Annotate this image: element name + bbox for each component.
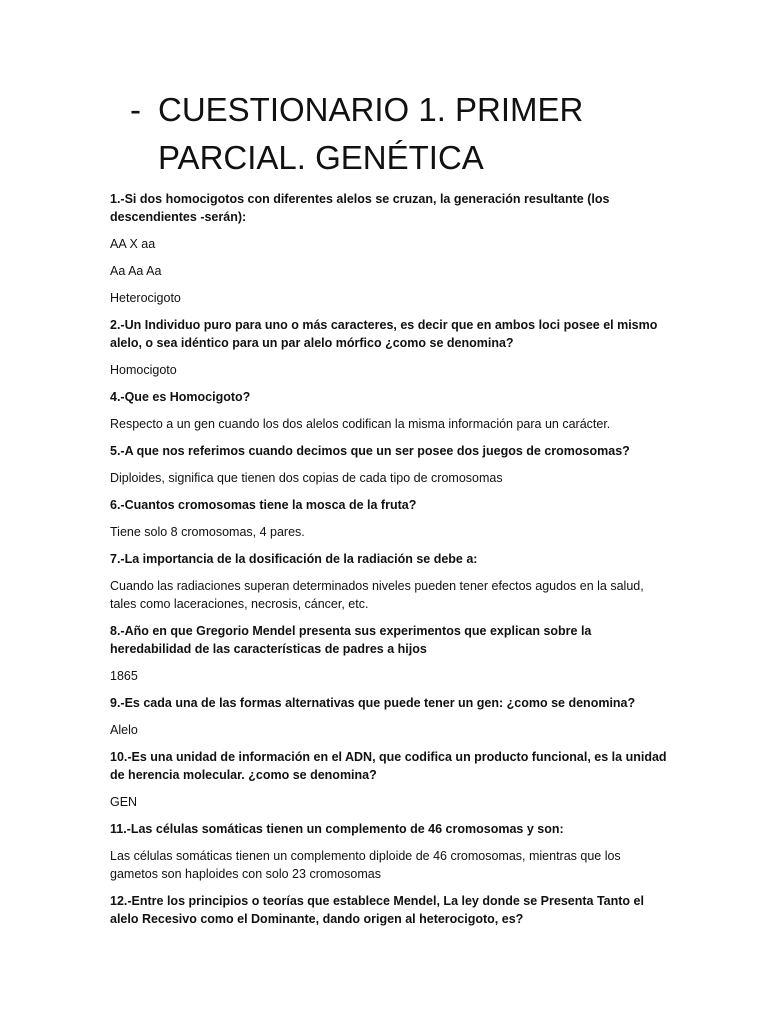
question-text: 12.-Entre los principios o teorías que establece Mendel, La ley donde se Presenta Tanto el alelo Recesivo como el Dominante, dando origen al heterocigoto, es?: [110, 894, 644, 926]
answer-text: Alelo: [110, 723, 138, 737]
answer-text: Homocigoto: [110, 363, 177, 377]
question-item: [110, 622, 670, 685]
answer-text: GEN: [110, 795, 138, 809]
question-text: 8.-Año en que Gregorio Mendel presenta sus experimentos que explican sobre la heredabilidad de las características de padres a hijos: [110, 624, 592, 656]
answer-text: Diploides, significa que tienen dos copias de cada tipo de cromosomas: [110, 471, 503, 485]
question-text: 2.-Un Individuo puro para uno o más caracteres, es decir que en ambos loci posee el mismo alelo, o sea idéntico para un par alelo mórfico ¿como se denomina?: [110, 318, 658, 350]
question-item: [110, 442, 670, 487]
document-title: [130, 86, 690, 182]
answer-text: Las células somáticas tienen un complemento diploide de 46 cromosomas, mientras que los gametos son haploides con solo 23 cromosomas: [110, 849, 621, 881]
question-item: [110, 892, 670, 928]
question-item: [110, 388, 670, 433]
title-dash: -: [130, 91, 141, 128]
question-text: 11.-Las células somáticas tienen un complemento de 46 cromosomas y son:: [110, 822, 564, 836]
answer-text: Cuando las radiaciones superan determinados niveles pueden tener efectos agudos en la salud, tales como laceraciones, necrosis, cáncer, etc.: [110, 579, 644, 611]
question-text: 6.-Cuantos cromosomas tiene la mosca de la fruta?: [110, 498, 417, 512]
question-list: [110, 190, 670, 937]
question-item: [110, 190, 670, 307]
question-text: 4.-Que es Homocigoto?: [110, 390, 251, 404]
title-line-2: PARCIAL. GENÉTICA: [158, 139, 484, 176]
question-text: 9.-Es cada una de las formas alternativas que puede tener un gen: ¿como se denomina?: [110, 696, 636, 710]
question-item: [110, 748, 670, 811]
answer-text: Respecto a un gen cuando los dos alelos codifican la misma información para un carácter.: [110, 417, 611, 431]
answer-text: Aa Aa Aa: [110, 264, 162, 278]
question-text: 10.-Es una unidad de información en el ADN, que codifica un producto funcional, es la unidad de herencia molecular. ¿como se denomina?: [110, 750, 667, 782]
title-line-1: CUESTIONARIO 1. PRIMER: [158, 91, 584, 128]
question-item: [110, 496, 670, 541]
answer-text: Tiene solo 8 cromosomas, 4 pares.: [110, 525, 305, 539]
question-item: [110, 550, 670, 613]
question-item: [110, 694, 670, 739]
question-text: 1.-Si dos homocigotos con diferentes alelos se cruzan, la generación resultante (los descendientes -serán):: [110, 192, 610, 224]
question-item: [110, 316, 670, 379]
answer-text: Heterocigoto: [110, 291, 181, 305]
question-text: 7.-La importancia de la dosificación de la radiación se debe a:: [110, 552, 478, 566]
answer-text: AA X aa: [110, 237, 156, 251]
question-text: 5.-A que nos referimos cuando decimos que un ser posee dos juegos de cromosomas?: [110, 444, 630, 458]
answer-text: 1865: [110, 669, 138, 683]
question-item: [110, 820, 670, 883]
